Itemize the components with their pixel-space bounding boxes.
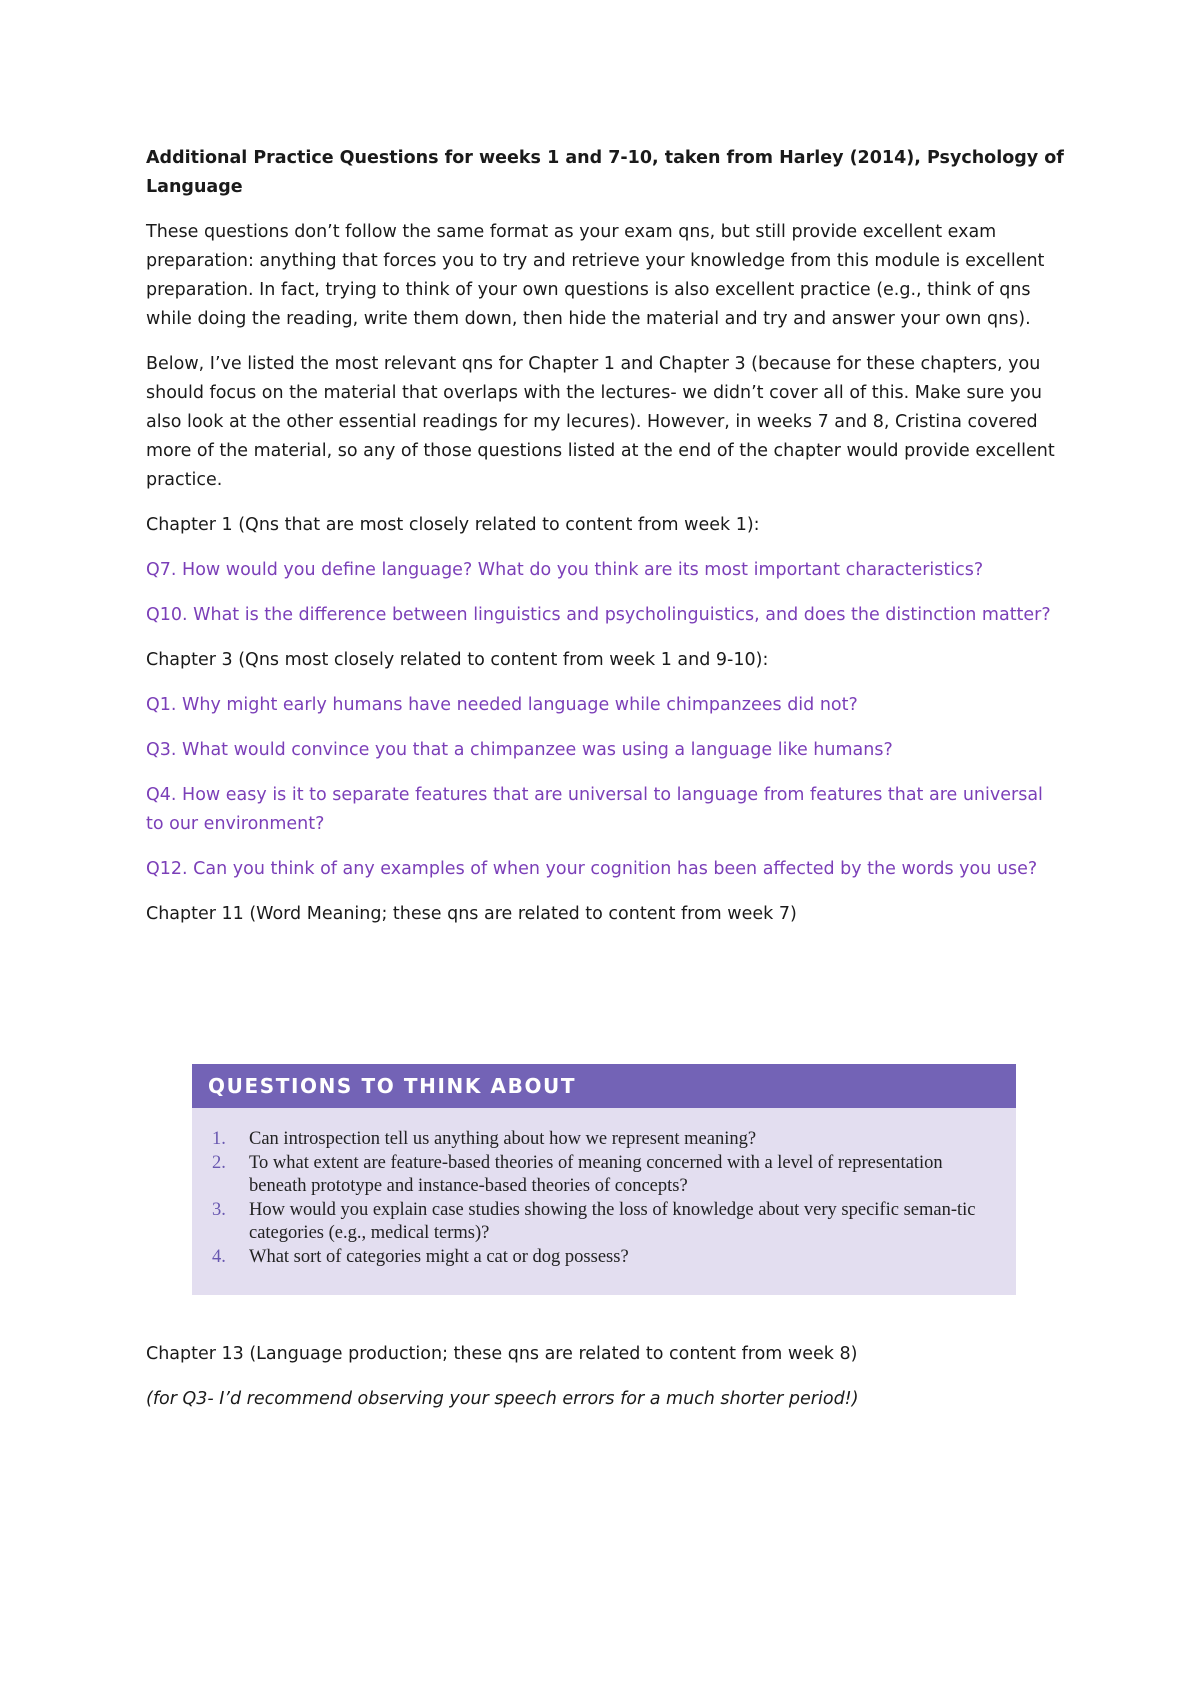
- box-question-item: [212, 1246, 998, 1270]
- box-question-text: To what extent are feature-based theories of meaning concerned with a level of representation beneath prototype and instance-based theories of concepts?: [249, 1152, 943, 1196]
- intro-paragraph: These questions don’t follow the same format as your exam qns, but still provide excellent exam preparation: anything that forces you to try and retrieve your knowledge from this module is excellent preparation. In fact, trying to think of your own questions is also excellent practice (e.g., think of qns while doing the reading, write them down, then hide the material and try and answer your own qns).: [146, 222, 1045, 329]
- box-question-number: 1.: [212, 1129, 226, 1149]
- box-question-text: What sort of categories might a cat or dog possess?: [249, 1246, 629, 1267]
- box-question-item: [212, 1128, 998, 1152]
- below-paragraph: Below, I’ve listed the most relevant qns for Chapter 1 and Chapter 3 (because for these chapters, you should focus on the material that overlaps with the lectures- we didn’t cover all of this. Make sure you also look at the other essential readings for my lecures). However, in weeks 7 and 8, Cristina covered more of the material, so any of those questions listed at the end of the chapter would provide excellent practice.: [146, 354, 1055, 490]
- box-question-text: Can introspection tell us anything about how we represent meaning?: [249, 1129, 757, 1149]
- question-item: [146, 781, 1066, 839]
- question-text: What would convince you that a chimpanzee was using a language like humans?: [176, 740, 893, 760]
- question-item: [146, 556, 1066, 585]
- question-number: Q4.: [146, 785, 177, 805]
- question-number: Q12.: [146, 859, 188, 879]
- questions-to-think-about-box: [192, 1064, 1016, 1295]
- chapter1-heading: Chapter 1 (Qns that are most closely related to content from week 1):: [146, 515, 760, 535]
- question-number: Q3.: [146, 740, 177, 760]
- box-header: QUESTIONS TO THINK ABOUT: [192, 1064, 1016, 1108]
- question-item: [146, 601, 1066, 630]
- chapter3-heading: Chapter 3 (Qns most closely related to content from week 1 and 9-10):: [146, 650, 769, 670]
- question-item: [146, 736, 1066, 765]
- question-text: How easy is it to separate features that are universal to language from features that are universal to our environment?: [146, 785, 1043, 834]
- question-text: Why might early humans have needed language while chimpanzees did not?: [176, 695, 858, 715]
- document-body: [146, 144, 1066, 945]
- question-text: How would you define language? What do you think are its most important characteristics?: [176, 560, 984, 580]
- question-text: Can you think of any examples of when your cognition has been affected by the words you use?: [187, 859, 1038, 879]
- document-title: Additional Practice Questions for weeks 1 and 7-10, taken from Harley (2014), Psychology of Language: [146, 148, 1064, 197]
- question-item: [146, 691, 1066, 720]
- box-question-number: 4.: [212, 1246, 226, 1267]
- box-question-item: [212, 1152, 998, 1199]
- question-number: Q10.: [146, 605, 188, 625]
- document-body-lower: [146, 1340, 1066, 1430]
- chapter13-note: (for Q3- I’d recommend observing your speech errors for a much shorter period!): [146, 1389, 859, 1409]
- chapter13-heading: Chapter 13 (Language production; these qns are related to content from week 8): [146, 1344, 858, 1364]
- question-number: Q7.: [146, 560, 177, 580]
- box-question-item: [212, 1199, 998, 1246]
- question-item: [146, 855, 1066, 884]
- question-text: What is the difference between linguistics and psycholinguistics, and does the distinction matter?: [187, 605, 1051, 625]
- question-number: Q1.: [146, 695, 177, 715]
- box-question-list: [192, 1108, 1016, 1269]
- box-question-number: 2.: [212, 1152, 226, 1173]
- box-question-number: 3.: [212, 1199, 226, 1220]
- chapter11-heading: Chapter 11 (Word Meaning; these qns are related to content from week 7): [146, 904, 797, 924]
- box-question-text: How would you explain case studies showing the loss of knowledge about very specific seman-tic categories (e.g., medical terms)?: [249, 1199, 976, 1243]
